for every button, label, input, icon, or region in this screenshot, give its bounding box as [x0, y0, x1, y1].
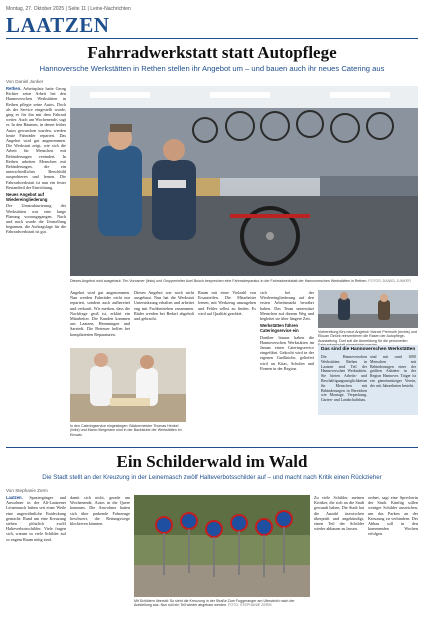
info-box-col1: Die Hannoverschen Werkstätten Rethen in Laatzen sind Teil der Hannoverschen Werkstätten. Sie bieten Arbeits- und Beschäftigungsmöglichkeiten für Menschen mit Behinderungen in Bereichen wie Montage, Verpackung, Garten- und Landschaftsbau. — [321, 355, 367, 403]
article1-headline: Fahrradwerkstatt statt Autopflege — [87, 43, 337, 62]
middle-rule — [6, 447, 418, 448]
preparation-photo — [318, 290, 418, 328]
article1-col5-text: sich bei der Wiedereingliederung auf den ersten Arbeitsmarkt bewährt haben. Das Team unterstützt Menschen auf diesem Weg und begleitet sie über längere Zeit. — [260, 290, 314, 322]
signs-photo — [134, 495, 310, 597]
article2-subhead: Die Stadt stellt an der Kreuzung in der Leinemasch zwölf Halteverbotsschilder auf – und macht nach Kritik einen Rückzieher — [42, 474, 382, 481]
section-title: LAATZEN — [6, 13, 110, 37]
article2-col2-text: damit sich nicht, gerade am Wochenende, Autos in die Quere kommen. Die Anwohner hatten sich über parkende Fahrzeuge beschwert, die Rettungswege blockieren könnten. — [70, 495, 130, 527]
signs-photo-credit: FOTO: STEPHANIE ZERM — [228, 603, 272, 608]
article2-col1 — [6, 495, 66, 613]
article2-col3-text: Zu viele Schilder, meinen Kritiker, die sich an die Stadt gewandt haben. Die Stadt hat die Anzahl inzwischen überprüft und angekündigt, einen Teil der Schilder wieder abbauen zu lassen. — [314, 495, 364, 532]
article2-col1-text: Spaziergänger und Anwohner in der Alt-Laatzener Leinemasch haben seit einer Weile eine ungewöhnliche Entdeckung gemacht: Rund um eine Kreuzung stehen plötzlich zwölf Halteverbotsschilder. Viele fragen sich, warum so viele Schilder auf so engem Raum nötig sind. — [6, 495, 66, 542]
article2-col3 — [314, 495, 364, 613]
dateline: Montag, 27. Oktober 2025 | Seite 11 | Leine-Nachrichten — [6, 6, 131, 12]
info-box — [318, 345, 418, 415]
article2-headline: Ein Schilderwald im Wald — [116, 452, 308, 471]
photo-credit: FOTOS: DANIEL JUNKER — [368, 279, 411, 283]
bakery-photo — [70, 348, 186, 422]
article2-col2 — [70, 495, 130, 613]
info-box-col2: sind mit rund 1000 Menschen mit Behinderungen einer der größten Anbieter in der Region Hannover. Träger ist ein gemeinnütziger Verein, der seit Jahrzehnten besteht. — [370, 355, 416, 388]
article1-col5-subheading: Werkstätten führen Cateringservice ein — [260, 323, 299, 334]
signs-caption — [134, 599, 310, 608]
article1-col5 — [260, 290, 314, 440]
article1-col1-text: Arbeitsplatz hatte Georg Richter seine Arbeit bei den Hannoverschen Werkstätten in Rethen pflegte seine Autos. Doch als der Service eingestellt wurde, ging es für ihn mit dem Fahrrad weiter. Auch am Wochenende, sagt er. In den Räumen, in denen früher Autos gewaschen wurden, werden heute Fahrräder repariert. Das Angebot wird gut angenommen. Die Werkstatt zeigt, wie sich die Arbeit für Menschen mit Behinderungen verändert. In Rethen arbeiten Menschen mit Behinderungen, die ein unterschiedliches Berufsbild ausprobieren und lernen. Die Fahrradwerkstatt ist nun ein fester Bestandteil der Einrichtung. — [6, 86, 66, 190]
article1-col1 — [6, 86, 66, 440]
article1-col1b-text: Der Umstrukturierung der Werkstätten war eine lange Planung vorausgegangen. Nach und nach wurde die Umstellung begonnen, die Auftragslage für die Fahrradwerkstatt ist gut. — [6, 203, 66, 235]
photo-caption-text: Dieses Angebot wird ausgebaut: Tim Vorcamer (links) und Gruppenleiter Axel Busch besprechen eine Fahrradreparatur in der Fahrradwerkstatt der Hannoverschen Werkstätten in Rethen. — [70, 279, 368, 283]
article1-col3-text: Diesen Angebot war noch nicht ausgebaut. Nun hat die Werkstatt Unterstützung erhalten und arbeitet eng mit Fachbetrieben zusammen. Räder werden bei Bedarf abgeholt und gebracht. — [134, 290, 194, 322]
bakery-caption: In den Cateringservice eingestiegen: Bäckermeister Thomas Henkel (links) und Marco Bergmann sind in der Backstube der Werkstätten im Einsatz. — [70, 424, 182, 437]
article1-col4 — [198, 290, 256, 440]
workshop-photo — [70, 86, 418, 276]
article2-byline: Von Stephanie Zerm — [6, 488, 48, 493]
article1-col4-text: Raum mit einer Vielzahl von Ersatzteilen. Die Mitarbeiter lernen, mit Werkzeug umzugehen und Fehler selbst zu finden. Es wird auf Qualität geachtet. — [198, 290, 256, 316]
article1-subhead: Hannoversche Werkstätten in Rethen stellen ihr Angebot um – und bauen auch ihr neues Catering aus — [39, 64, 385, 73]
article2-col4 — [368, 495, 418, 613]
top-rule — [6, 38, 418, 39]
info-box-title: Das sind die Hannoverschen Werkstätten — [321, 347, 416, 352]
article1-lead: Rethen. — [6, 86, 22, 91]
photo3-caption: Vorbereitung fürs neue Angebot: Marcel Preimuth (rechts) und Elkuan Öztürk reinventieren die Rasen der Autopflege-Ausstattung. Dort soll die Anmeldung für die personellen — [318, 330, 417, 343]
photo-caption — [70, 279, 418, 283]
article1-col1-subheading: Neues Angebot auf Wiedereingliederung — [6, 192, 48, 203]
signs-caption-text: Mit Schildern übersät: So sieht die Kreuzung in der Straße Zum Fuggeranger am Ufersteich nach der Aufstellung aus. Nun soll ein Teil wieder abgebaut werden. — [134, 599, 295, 608]
article2-col4-text: ordnet, sagt eine Sprecherin der Stadt. Künftig sollen weniger Schilder ausreichen, um das Parken an der Kreuzung zu verhindern. Der Abbau soll in den kommenden Wochen erfolgen. — [368, 495, 418, 537]
article1-byline: Von Daniel Junker — [6, 79, 44, 84]
article1-col2-text: Angebot wird gut angenommen. Nun werden Fahrräder nicht nur repariert, sondern auch aufbereitet und verkauft. Wir merken, dass die Nachfrage groß ist, erklärt ein Mitarbeiter. Die Kunden kommen aus Laatzen, Hemmingen und Sarstedt. Die Betreuer helfen bei komplizierten Reparaturen. — [70, 290, 130, 337]
article1-col5b-text: Darüber hinaus haben die Hannoverschen Werkstätten im Januar einen Cateringservice eingeführt. Gekocht wird in der eigenen Großküche, geliefert wird an Kitas, Schulen und Firmen in der Region. — [260, 334, 314, 371]
article2-lead: Laatzen. — [6, 495, 23, 500]
